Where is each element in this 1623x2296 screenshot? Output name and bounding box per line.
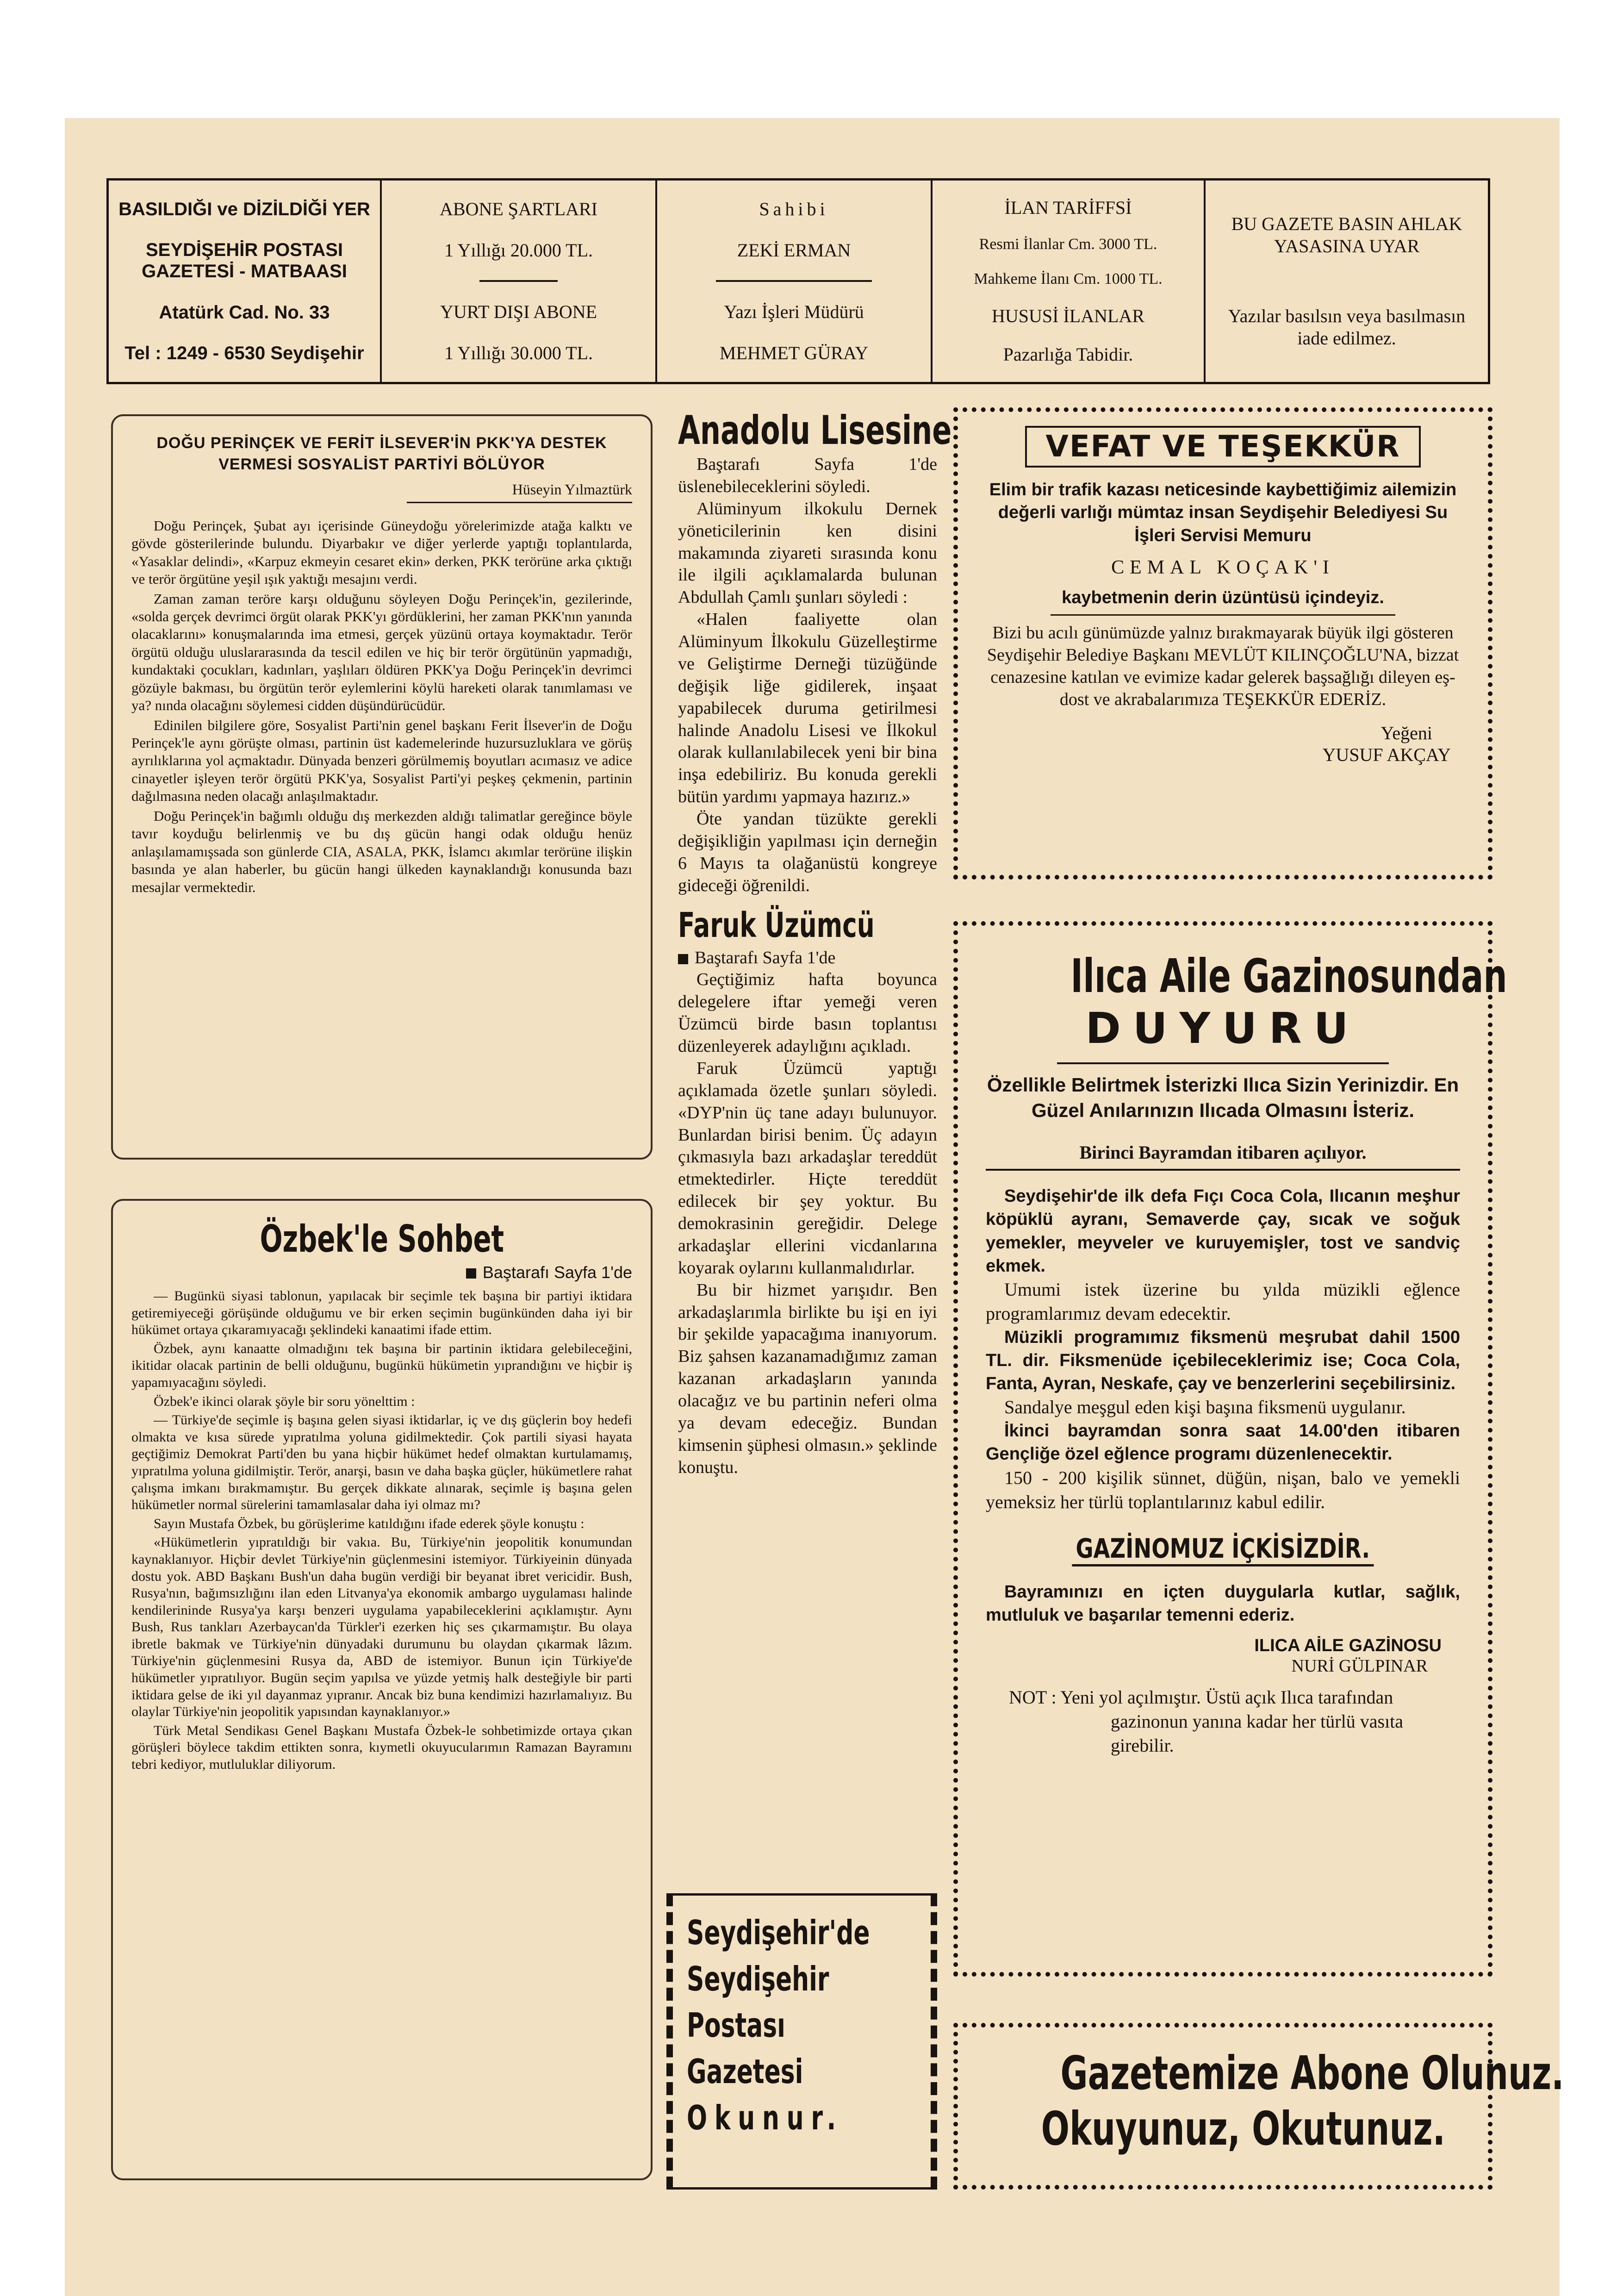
gazino-content xyxy=(963,930,1507,1967)
middle-column xyxy=(678,407,952,1477)
ad-rates-title: İLAN TARİFFSİ xyxy=(1004,197,1132,218)
paragraph: — Bugünkü siyasi tablonun, yapılacak bir seçimle tek başına bir partiyi iktidara getiremiyeceği görüşünde olduğumu ve bir erken seçimin bugünkünden daha iyi bir hükümet ortaya çıkaramıyacağı şeklindeki kanaatimi ifade ettim. xyxy=(131,1288,632,1338)
obituary-name: CEMAL KOÇAK'I xyxy=(1111,557,1335,579)
paragraph: Alüminyum ilkokulu Dernek yöneticilerinin ken disini makamında ziyareti sırasında konu ile ilgili açıklamalarda bulunan Abdullah Çamlı şunları söyledi : xyxy=(678,499,937,607)
continued-note xyxy=(131,1263,632,1282)
promo-line: Seydişehir'de xyxy=(687,1913,870,1952)
editor-label: Yazı İşleri Müdürü xyxy=(724,301,864,323)
subscription-title: ABONE ŞARTLARI xyxy=(440,199,597,220)
article-headline: Özbek'le Sohbet xyxy=(260,1217,504,1260)
paragraph: Özbek'e ikinci olarak şöyle bir soru yönelttim : xyxy=(154,1393,415,1409)
article-byline: Hüseyin Yılmaztürk xyxy=(407,481,632,503)
subscribe-line: Gazetemize Abone Olunuz. xyxy=(1060,2046,1564,2100)
bullet-square-icon xyxy=(678,954,688,964)
ad-rate-court: Mahkeme İlanı Cm. 1000 TL. xyxy=(974,270,1163,288)
ethics-info xyxy=(1206,181,1488,382)
gazino-opening: Birinci Bayramdan itibaren açılıyor. xyxy=(986,1142,1460,1171)
gazino-greeting: Bayramınızı en içten duygularla kutlar, sağlık, mutluluk ve başarılar temenni ederiz. xyxy=(986,1582,1460,1625)
owner-label: Sahibi xyxy=(759,199,829,220)
promo-line: Seydişehir xyxy=(687,1959,829,1998)
gazino-title-wrap xyxy=(986,949,1507,1003)
printer-info xyxy=(109,181,382,382)
divider xyxy=(479,280,558,282)
subscribe-line-wrap xyxy=(963,2102,1483,2157)
subscription-abroad: 1 Yıllığı 30.000 TL. xyxy=(444,342,593,363)
gazino-intro: Özellikle Belirtmek İsterizki Ilıca Sizin Yerinizdir. En Güzel Anılarınızın Ilıcada Olmasını İsteriz. xyxy=(987,1074,1459,1121)
article-body xyxy=(131,1288,632,1773)
continued-text: Baştarafı Sayfa 1'de xyxy=(695,948,836,967)
paragraph: Edinilen bilgilere göre, Sosyalist Parti'nin genel başkanı Ferit İlsever'in de Doğu Perinçek'le aynı görüşte olması, partinin üst kademelerinde huzursuzluklara ve görüş ayrılıklarına yol açmaktadır. Dünyada benzeri görülmemiş boyutları acımasız ve adice cinayetler işleyen terör örgütü PKK'ya, Sosyalist Parti'yi peşkeş çekmenin, partinin dağılmasına neden olacağı anlaşılmaktadır. xyxy=(131,717,632,805)
printer-name: SEYDİŞEHİR POSTASI GAZETESİ - MATBAASI xyxy=(142,240,347,282)
paragraph: Geçtiğimiz hafta boyunca delegelere iftar yemeği veren Üzümcü birde basın toplantısı düzenleyerek adaylığını açıkladı. xyxy=(678,970,937,1056)
divider xyxy=(1051,614,1396,616)
gazino-paragraph: Umumi istek üzerine bu yılda müzikli eğlence programlarımız devam edecektir. xyxy=(986,1279,1460,1324)
gazino-sign-owner: NURİ GÜLPINAR xyxy=(1291,1656,1428,1676)
paragraph: Türk Metal Sendikası Genel Başkanı Mustafa Özbek-le sohbetimizde ortaya çıkan görüşleri böylece takdim ettikten sonra, kıymetli okuyucularımın Ramazan Bayramını tebri kediyor, mutluluklar diliyorum. xyxy=(131,1722,632,1772)
article-headline: DOĞU PERİNÇEK VE FERİT İLSEVER'İN PKK'YA DESTEK VERMESİ SOSYALİST PARTİYİ BÖLÜYOR xyxy=(156,434,607,473)
paragraph: Doğu Perinçek, Şubat ayı içerisinde Güneydoğu yörelerimizde atağa kalktı ve gövde gösterilerinde bulundu. Diyarbakır ve diğer yerlerde yaptığı toplantılarda, «Yasaklar delindi», «Karpuz ekmeyin cesaret ekin» derken, PKK terörüne arka çıktığı ve terör örgütüne yeşil ışık yaktığı mesajını verdi. xyxy=(131,517,632,587)
gazino-note: NOT : Yeni yol açılmıştır. Üstü açık Ilıca tarafından gazinonun yanına kadar her türlü vasıta girebilir. xyxy=(1009,1686,1403,1756)
obituary-text: kaybetmenin derin üzüntüsü içindeyiz. xyxy=(1062,588,1384,608)
subscribe-line-wrap xyxy=(963,2046,1564,2102)
bullet-square-icon xyxy=(466,1268,476,1279)
paragraph: Zaman zaman teröre karşı olduğunu söyleyen Doğu Perinçek'in, gezilerinde, «solda gerçek devrimci örgüt olarak PKK'yı gördüklerini, her zaman PKK'nın yanında olacaklarını» konuşmalarında ima etmesi, gerçek yüzünü ortaya koymaktadır. Terör örgütü olduğu uluslararasında da tescil edilen ve hiç bir terör örgütünün yapmadığı, kundaktaki çocukları, kadınları, yaşlıları öldüren PKK'ya Doğu Perinçek'in devrimci gözüyle bakması, bu örgütün terör eylemlerini köylü hareketi olarak tanımlaması ve ya? nında olacağını söylemesi cidden düşündürücüdür. xyxy=(131,590,632,714)
owner-name: ZEKİ ERMAN xyxy=(737,239,851,261)
lise-headline-wrap xyxy=(678,407,952,454)
continued-text: Baştarafı Sayfa 1'de xyxy=(482,1263,632,1282)
ad-rate-official: Resmi İlanlar Cm. 3000 TL. xyxy=(979,236,1157,253)
gazino-title: Ilıca Aile Gazinosundan xyxy=(1070,949,1507,1003)
promo-line: Postası xyxy=(687,2006,785,2045)
continued-note xyxy=(678,947,937,969)
gazino-paragraph: Müzikli programımız fiksmenü meşrubat dahil 1500 TL. dir. Fiksmenüde içebileceklerimiz ise; Coca Cola, Fanta, Ayran, Neskafe, çay ve benzerlerini seçebilirsiniz. xyxy=(986,1327,1460,1394)
ad-rates xyxy=(933,181,1206,382)
special-ads-title: HUSUSİ İLANLAR xyxy=(992,305,1144,326)
article-body xyxy=(131,517,632,896)
newspaper-promo xyxy=(666,1893,937,2190)
subscribe-ad xyxy=(953,2023,1564,2190)
article-ozbek xyxy=(111,1199,653,2180)
faruk-headline-wrap xyxy=(678,905,937,947)
gazino-paragraph: 150 - 200 kişilik sünnet, düğün, nişan, balo ve yemekli yemeksiz her türlü toplantılarınız kabul edilir. xyxy=(986,1467,1460,1512)
article-headline: Anadolu Lisesine xyxy=(678,407,952,454)
paragraph: — Türkiye'de seçimle iş başına gelen siyasi iktidarlar, iç ve dış güçlerin boy hedefi olmakta ve kısa sürede yıpratılma yoluna gidilmektedir. Çok partili siyasi hayata geçtiğimiz Demokrat Parti'den bu yana hiçbir hükümet hedef olmaktan kurtulamamış, yıpratılma yoluna gidilmiştir. Terör, anarşi, basın ve daha başka güçler, hükümetlere rahat çalışma imkanı bırakmamıştır. Bu gerçek dikkate alınarak, seçimle iş başına gelen hükümetler normal sürelerini tamamlasalar daha iyi olmaz mı? xyxy=(131,1412,632,1513)
no-alcohol-notice: GAZİNOMUZ İÇKİSİZDİR. xyxy=(1072,1533,1374,1566)
gazino-subtitle: DUYURU xyxy=(1085,1004,1361,1053)
article-faruk-body xyxy=(678,947,937,1479)
article-headline-wrap xyxy=(131,1217,632,1260)
signature-label: Yeğeni xyxy=(1380,722,1432,743)
continued-text: Baştarafı Sayfa 1'de üslenebileceklerini söyledi. xyxy=(678,455,937,496)
article-lise-body xyxy=(678,454,937,897)
obituary-thanks: Bizi bu acılı günümüzde yalnız bırakmayarak büyük ilgi gösteren Seydişehir Belediye Başkanı MEVLÜT KILINÇOĞLU'NA, bizzat cenazesine katılan ve evimize kadar gelerek başsağlığı dileyen eş- dost ve akrabalarımıza TEŞEKKÜR EDERİZ. xyxy=(987,623,1459,709)
paragraph: «Hükümetlerin yıpratıldığı bir vakıa. Bu, Türkiye'nin jeopolitik konumundan kaynaklanıyor. Hiçbir devlet Türkiye'nin güçlenmesini istemiyor. Türkiyeinin dünyada dostu yok. ABD Başkanı Bush'un daha bugün verdiği bir beyanat ibret vericidir. Bush, Rusya'nın, bağımsızlığını ilan eden Litvanya'ya ekonomik ambargo uygulaması halinde kendilerininde Rusya'ya karşı benzeri uygulama yapabileceklerini açıklamıştır. Aynı Bush, Rus tankları Azerbaycan'da Türkler'i ezerken hiç ses çıkarmamıştır. Bu olaya ibretle bakmak ve Türkiye'nin dünyadaki durumunu bu olaydan çıkarmak lâzım. Türkiye'nin güçlenmesini Rusya da, ABD de istemiyor. Bunun için Türkiye'de hükümetler yıpratılıyor. Bugün seçim yapılsa ve yüzde yetmiş halk desteğiyle bir parti iktidara gelse de iki yıl dayanmaz yıpranır. Ancak biz buna kendimizi hazırlamalıyız. Bu olaylar Türkiye'nin jeopolitik yapısından kaynaklanıyor.» xyxy=(131,1535,632,1720)
subscription-abroad-title: YURT DIŞI ABONE xyxy=(440,301,597,323)
article-headline: Faruk Üzümcü xyxy=(678,905,875,945)
subscription-domestic: 1 Yıllığı 20.000 TL. xyxy=(444,239,593,261)
signature-name: YUSUF AKÇAY xyxy=(1322,744,1451,765)
masthead xyxy=(106,178,1490,384)
obituary-title: VEFAT VE TEŞEKKÜR xyxy=(1025,426,1420,468)
printed-label: BASILDIĞI ve DİZİLDİĞİ YER xyxy=(118,199,370,220)
paragraph: Bu bir hizmet yarışıdır. Ben arkadaşlarımla birlikte bu işi en iyi bir şekilde yapacağıma inanıyorum. Biz şahsen kazanamadığımız zaman kazanan arkadaşların yanında olacağız ve bu partinin neferi olma ya devam edeceğiz. Bundan kimsenin şüphesi olmasın.» şeklinde konuştu. xyxy=(678,1280,937,1477)
paragraph: «Halen faaliyette olan Alüminyum İlkokulu Güzelleştirme ve Geliştirme Derneği tüzüğünde değişik liğe gidilerek, inşaat yapabilecek duruma getirilmesi halinde Anadolu Lisesi ve İlkokul olarak kullanılabilecek yeni bir bina inşa edebiliriz. Bu konuda gerekli bütün yardımı yapmaya hazırız.» xyxy=(678,610,937,807)
printer-address: Atatürk Cad. No. 33 xyxy=(159,302,330,323)
paragraph: Faruk Üzümcü yaptığı açıklamada özetle şunları söyledi. «DYP'nin üç tane adayı bulunuyor. Bunlardan birisi benim. Üç adayın çıkmasıyla bazı arkadaşlar tereddüt etmektedirler. Hiçte tereddüt edilecek bir şey yoktur. Bu demokrasinin gereğidir. Delege arkadaşlar ellerini vicdanlarına koyarak oylarını kullanmalıdırlar. xyxy=(678,1058,937,1278)
special-ads-text: Pazarlığa Tabidir. xyxy=(1003,343,1133,365)
subscribe-content xyxy=(963,2032,1564,2157)
gazino-paragraph: İkinci bayramdan sonra saat 14.00'den itibaren Gençliğe özel eğlence programı düzenlenecektir. xyxy=(986,1421,1460,1464)
ethics-text: Yazılar basılsın veya basılmasın iade edilmez. xyxy=(1228,306,1466,349)
gazino-sign-name: ILICA AİLE GAZİNOSU xyxy=(1254,1635,1442,1655)
subscribe-line: Okuyunuz, Okutunuz. xyxy=(1041,2102,1445,2156)
no-alcohol-wrap xyxy=(986,1533,1460,1566)
gazino-ad xyxy=(953,921,1507,1977)
paragraph: Öte yandan tüzükte gerekli değişikliğin yapılması için derneğin 6 Mayıs ta olağanüstü kongreye gideceği öğrenildi. xyxy=(678,809,937,895)
gazino-paragraph: Sandalye meşgul eden kişi başına fiksmenü uygulanır. xyxy=(1004,1397,1406,1418)
owner-info xyxy=(657,181,933,382)
paragraph: Özbek, aynı kanaatte olmadığını tek başına bir partinin iktidara gelebileceğini, ikitidar olacak partinin de belli olduğunu, bugünkü hükümetin yıprandığını ve hiçbir iş yapamıyacağını söyledi. xyxy=(131,1341,632,1390)
obituary-text: Elim bir trafik kazası neticesinde kaybettiğimiz ailemizin değerli varlığı mümtaz insan Seydişehir Belediyesi Su İşleri Servisi Memuru xyxy=(989,480,1457,545)
obituary-box xyxy=(953,407,1492,880)
obituary-content xyxy=(963,417,1483,870)
divider xyxy=(716,280,872,282)
article-pkk xyxy=(111,414,653,1160)
gazino-menu: Seydişehir'de ilk defa Fıçı Coca Cola, Ilıcanın meşhur köpüklü ayranı, Semaverde çay, sıcak ve soğuk yemekler, meyveler ve kuruyemişler, tost ve sandviç ekmek. xyxy=(986,1186,1460,1276)
printer-phone: Tel : 1249 - 6530 Seydişehir xyxy=(124,343,364,363)
paragraph: Sayın Mustafa Özbek, bu görüşlerime katıldığını ifade ederek şöyle konuştu : xyxy=(154,1516,585,1531)
subscription-info xyxy=(382,181,657,382)
ethics-title: BU GAZETE BASIN AHLAK YASASINA UYAR xyxy=(1231,213,1462,256)
divider xyxy=(1057,1062,1389,1064)
paragraph: Doğu Perinçek'in bağımlı olduğu dış merkezden aldığı talimatlar gereğince böyle tavır koyduğu belirlenmiş ve bu dış gücün hangi odak olduğu henüz anlaşılamamışsada son günlerde CIA, ASALA, PKK, İslamcı akımlar terörüne ilişkin basında ye alan haberler, bu gücün hangi ülkeden kaynaklandığı konusunda bazı mesajlar vermektedir. xyxy=(131,807,632,895)
promo-line: Gazetesi xyxy=(687,2052,803,2091)
promo-line: Okunur. xyxy=(687,2098,844,2137)
editor-name: MEHMET GÜRAY xyxy=(719,342,869,363)
